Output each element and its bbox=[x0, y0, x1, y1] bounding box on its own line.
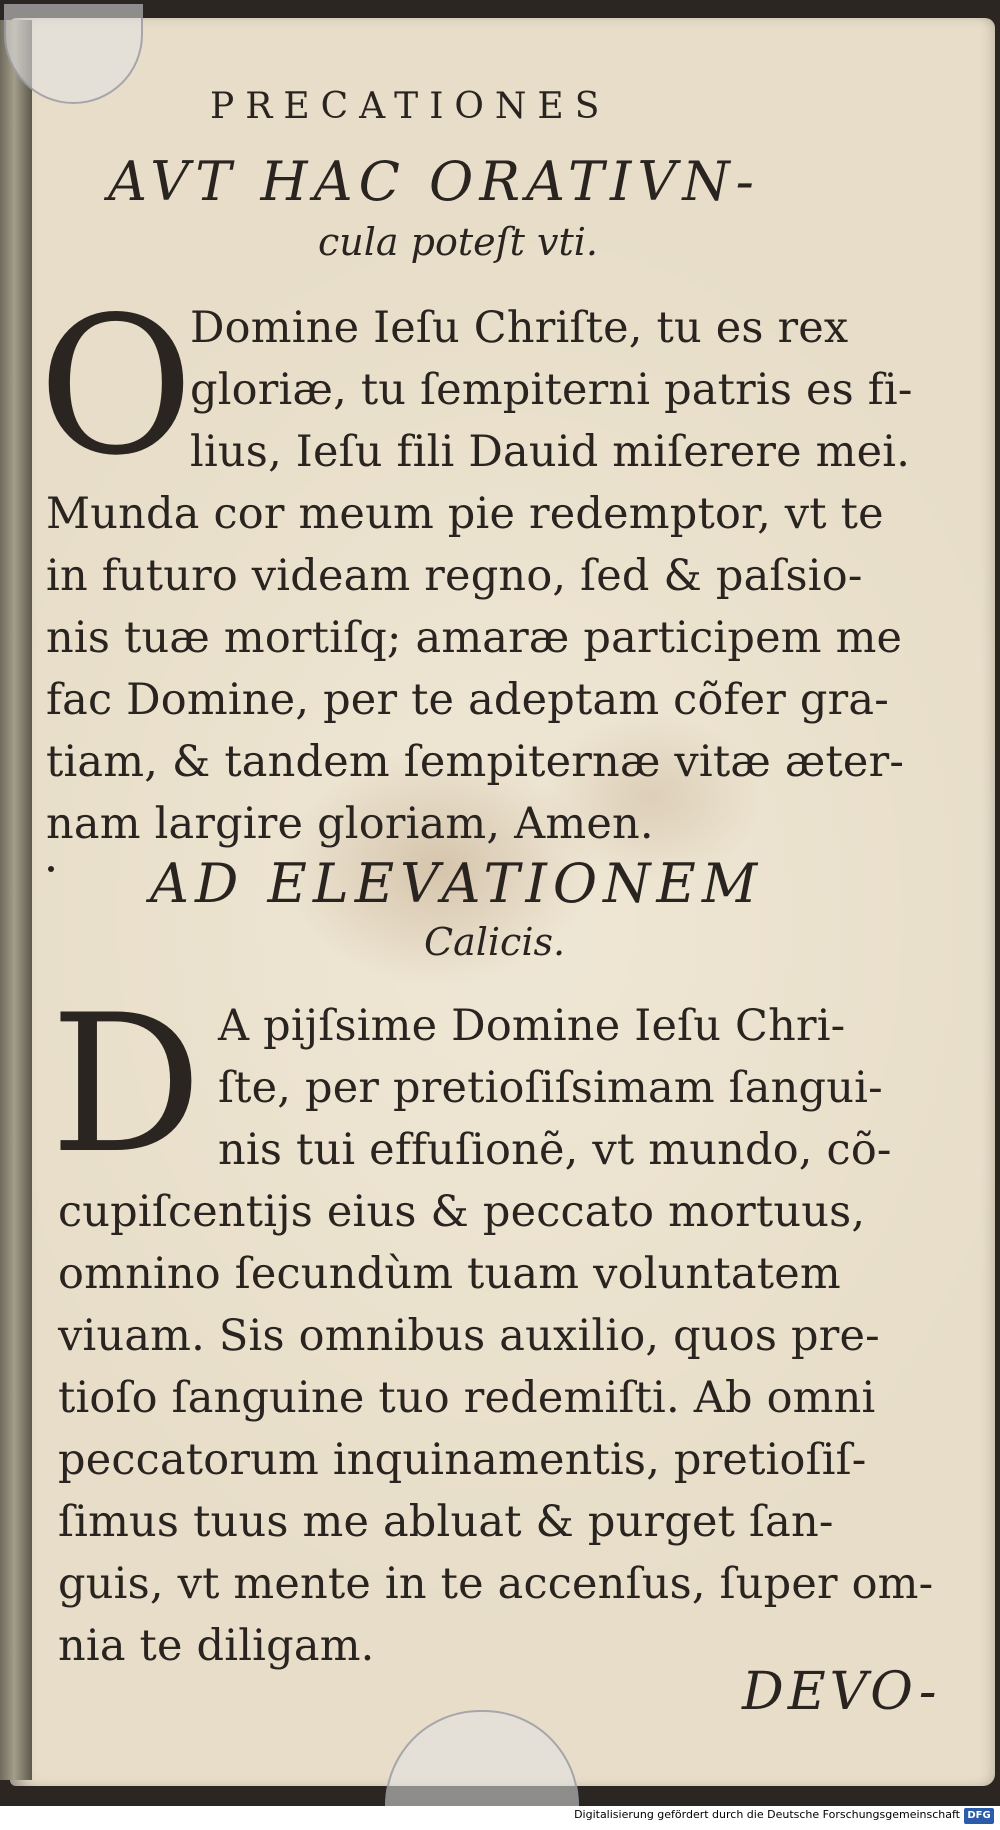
section2-line-7: tioſo ſanguine tuo redemiſti. Ab omni bbox=[58, 1373, 876, 1423]
section2-line-3: nis tui effuſionẽ, vt mundo, cõ- bbox=[218, 1125, 892, 1175]
section2-line-5: omnino ſecundùm tuam voluntatem bbox=[58, 1249, 841, 1299]
section1-line-7: fac Domine, per te adeptam cõfer gra- bbox=[46, 675, 889, 725]
section2-line-1: A pijſsime Domine Ieſu Chri- bbox=[218, 1001, 846, 1051]
section2-line-8: peccatorum inquinamentis, pretioſiſ- bbox=[58, 1435, 867, 1485]
section1-line-4: Munda cor meum pie redemptor, vt te bbox=[46, 489, 884, 539]
section2-line-11: nia te diligam. bbox=[58, 1621, 375, 1671]
section1-line-5: in futuro videam regno, ſed & paſsio- bbox=[46, 551, 863, 601]
section1-subheading: cula poteſt vti. bbox=[318, 220, 598, 264]
section2-line-2: ſte, per pretioſiſsimam ſangui- bbox=[218, 1063, 883, 1113]
section2-line-9: ſimus tuus me abluat & purget ſan- bbox=[58, 1497, 834, 1547]
section1-line-8: tiam, & tandem ſempiternæ vitæ æter- bbox=[46, 737, 905, 787]
catchword: DEVO- bbox=[742, 1662, 941, 1722]
footer-credit: Digitalisierung gefördert durch die Deutsche Forschungsgemeinschaft bbox=[574, 1808, 960, 1821]
section1-line-2: gloriæ, tu ſempiterni patris es fi- bbox=[190, 365, 913, 415]
section2-line-10: guis, vt mente in te accenſus, ſuper om- bbox=[58, 1559, 934, 1609]
drop-cap-d: D bbox=[50, 974, 203, 1195]
section1-heading: AVT HAC ORATIVN- bbox=[108, 150, 760, 213]
margin-dot bbox=[48, 866, 54, 872]
section1-line-6: nis tuæ mortiſq; amaræ participem me bbox=[46, 613, 903, 663]
section1-line-3: lius, Ieſu fili Dauid miſerere mei. bbox=[190, 427, 911, 477]
section2-line-4: cupiſcentijs eius & peccato mortuus, bbox=[58, 1187, 866, 1237]
section2-subheading: Calicis. bbox=[424, 920, 566, 964]
running-head: PRECATIONES bbox=[210, 86, 611, 127]
section2-heading: AD ELEVATIONEM bbox=[150, 852, 764, 915]
section1-line-9: nam largire gloriam, Amen. bbox=[46, 799, 654, 849]
section1-line-1: Domine Ieſu Chriſte, tu es rex bbox=[190, 303, 849, 353]
dfg-logo-icon: DFG bbox=[964, 1808, 994, 1824]
section2-line-6: viuam. Sis omnibus auxilio, quos pre- bbox=[58, 1311, 880, 1361]
drop-cap-o: O bbox=[38, 276, 194, 497]
